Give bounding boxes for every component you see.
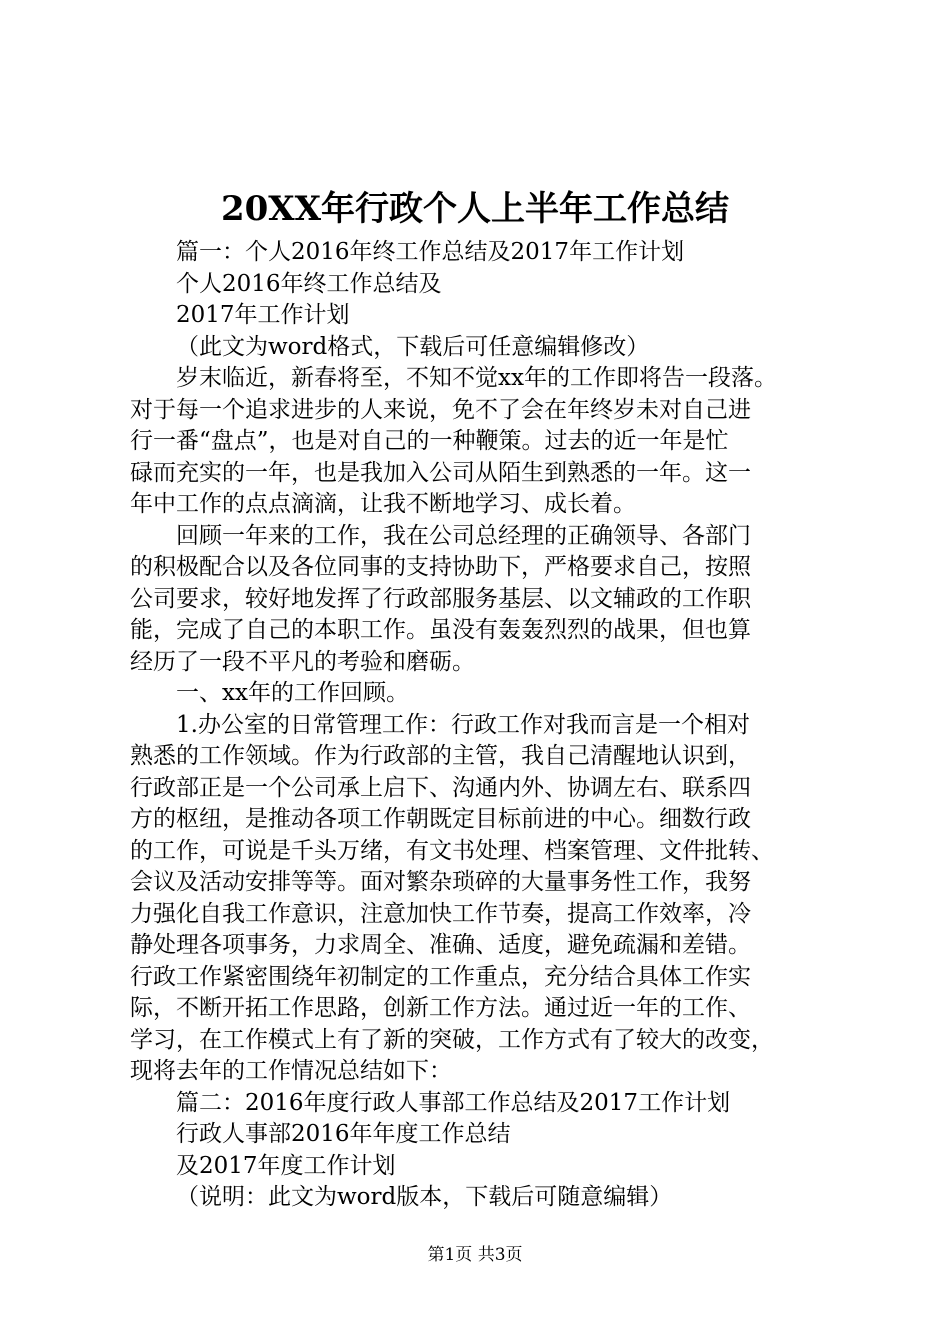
body-line: 一、xx年的工作回顾。 (176, 680, 409, 706)
body-line: 篇二：2016年度行政人事部工作总结及2017工作计划 (176, 1089, 731, 1116)
body-line: 个人2016年终工作总结及 (176, 270, 442, 297)
body-line: 岁末临近，新春将至，不知不觉xx年的工作即将告一段落。 (176, 365, 777, 391)
document-title: 20XX年行政个人上半年工作总结 (220, 189, 730, 229)
body-line: 的积极配合以及各位同事的支持协助下，严格要求自己，按照 (130, 554, 751, 580)
body-line: 熟悉的工作领域。作为行政部的主管，我自己清醒地认识到， (130, 743, 751, 769)
document-body (130, 237, 825, 1214)
body-line: 的工作，可说是千头万绪，有文书处理、档案管理、文件批转、 (130, 837, 774, 864)
body-line: （说明：此文为word版本，下载后可随意编辑） (176, 1184, 673, 1210)
body-line: 际，不断开拓工作思路，创新工作方法。通过近一年的工作、 (130, 995, 751, 1021)
body-line: 回顾一年来的工作，我在公司总经理的正确领导、各部门 (176, 522, 751, 549)
body-line: 能，完成了自己的本职工作。虽没有轰轰烈烈的战果，但也算 (130, 617, 751, 643)
body-line: 经历了一段不平凡的考验和磨砺。 (130, 648, 475, 675)
body-line: 对于每一个追求进步的人来说，免不了会在年终岁未对自己进 (130, 396, 751, 423)
body-line: 篇一：个人2016年终工作总结及2017年工作计划 (176, 239, 685, 265)
body-line: 会议及活动安排等等。面对繁杂琐碎的大量事务性工作，我努 (130, 869, 751, 895)
body-line: 行政人事部2016年年度工作总结 (176, 1121, 511, 1147)
body-line: 2017年工作计划 (176, 302, 350, 328)
page-footer: 第1页 共3页 (427, 1245, 523, 1265)
body-line: 行政工作紧密围绕年初制定的工作重点，充分结合具体工作实 (130, 963, 751, 990)
body-line: （此文为word格式，下载后可任意编辑修改） (176, 333, 650, 360)
body-line: 学习，在工作模式上有了新的突破，工作方式有了较大的改变， (130, 1026, 774, 1053)
body-line: 年中工作的点点滴滴，让我不断地学习、成长着。 (130, 491, 636, 517)
body-line: 1.办公室的日常管理工作：行政工作对我而言是一个相对 (176, 711, 750, 738)
body-line: 行一番“盘点”，也是对自己的一种鞭策。过去的近一年是忙 (130, 428, 729, 454)
body-line: 现将去年的工作情况总结如下： (130, 1058, 452, 1084)
body-line: 公司要求，较好地发挥了行政部服务基层、以文辅政的工作职 (130, 585, 751, 612)
body-line: 碌而充实的一年，也是我加入公司从陌生到熟悉的一年。这一 (130, 459, 751, 486)
body-line: 行政部正是一个公司承上启下、沟通内外、协调左右、联系四 (130, 774, 751, 801)
body-line: 及2017年度工作计划 (176, 1152, 396, 1179)
body-line: 方的枢纽，是推动各项工作朝既定目标前进的中心。细数行政 (130, 806, 751, 832)
body-line: 力强化自我工作意识，注意加快工作节奏，提高工作效率，冷 (130, 900, 751, 927)
body-line: 静处理各项事务，力求周全、准确、适度，避免疏漏和差错。 (130, 932, 751, 958)
